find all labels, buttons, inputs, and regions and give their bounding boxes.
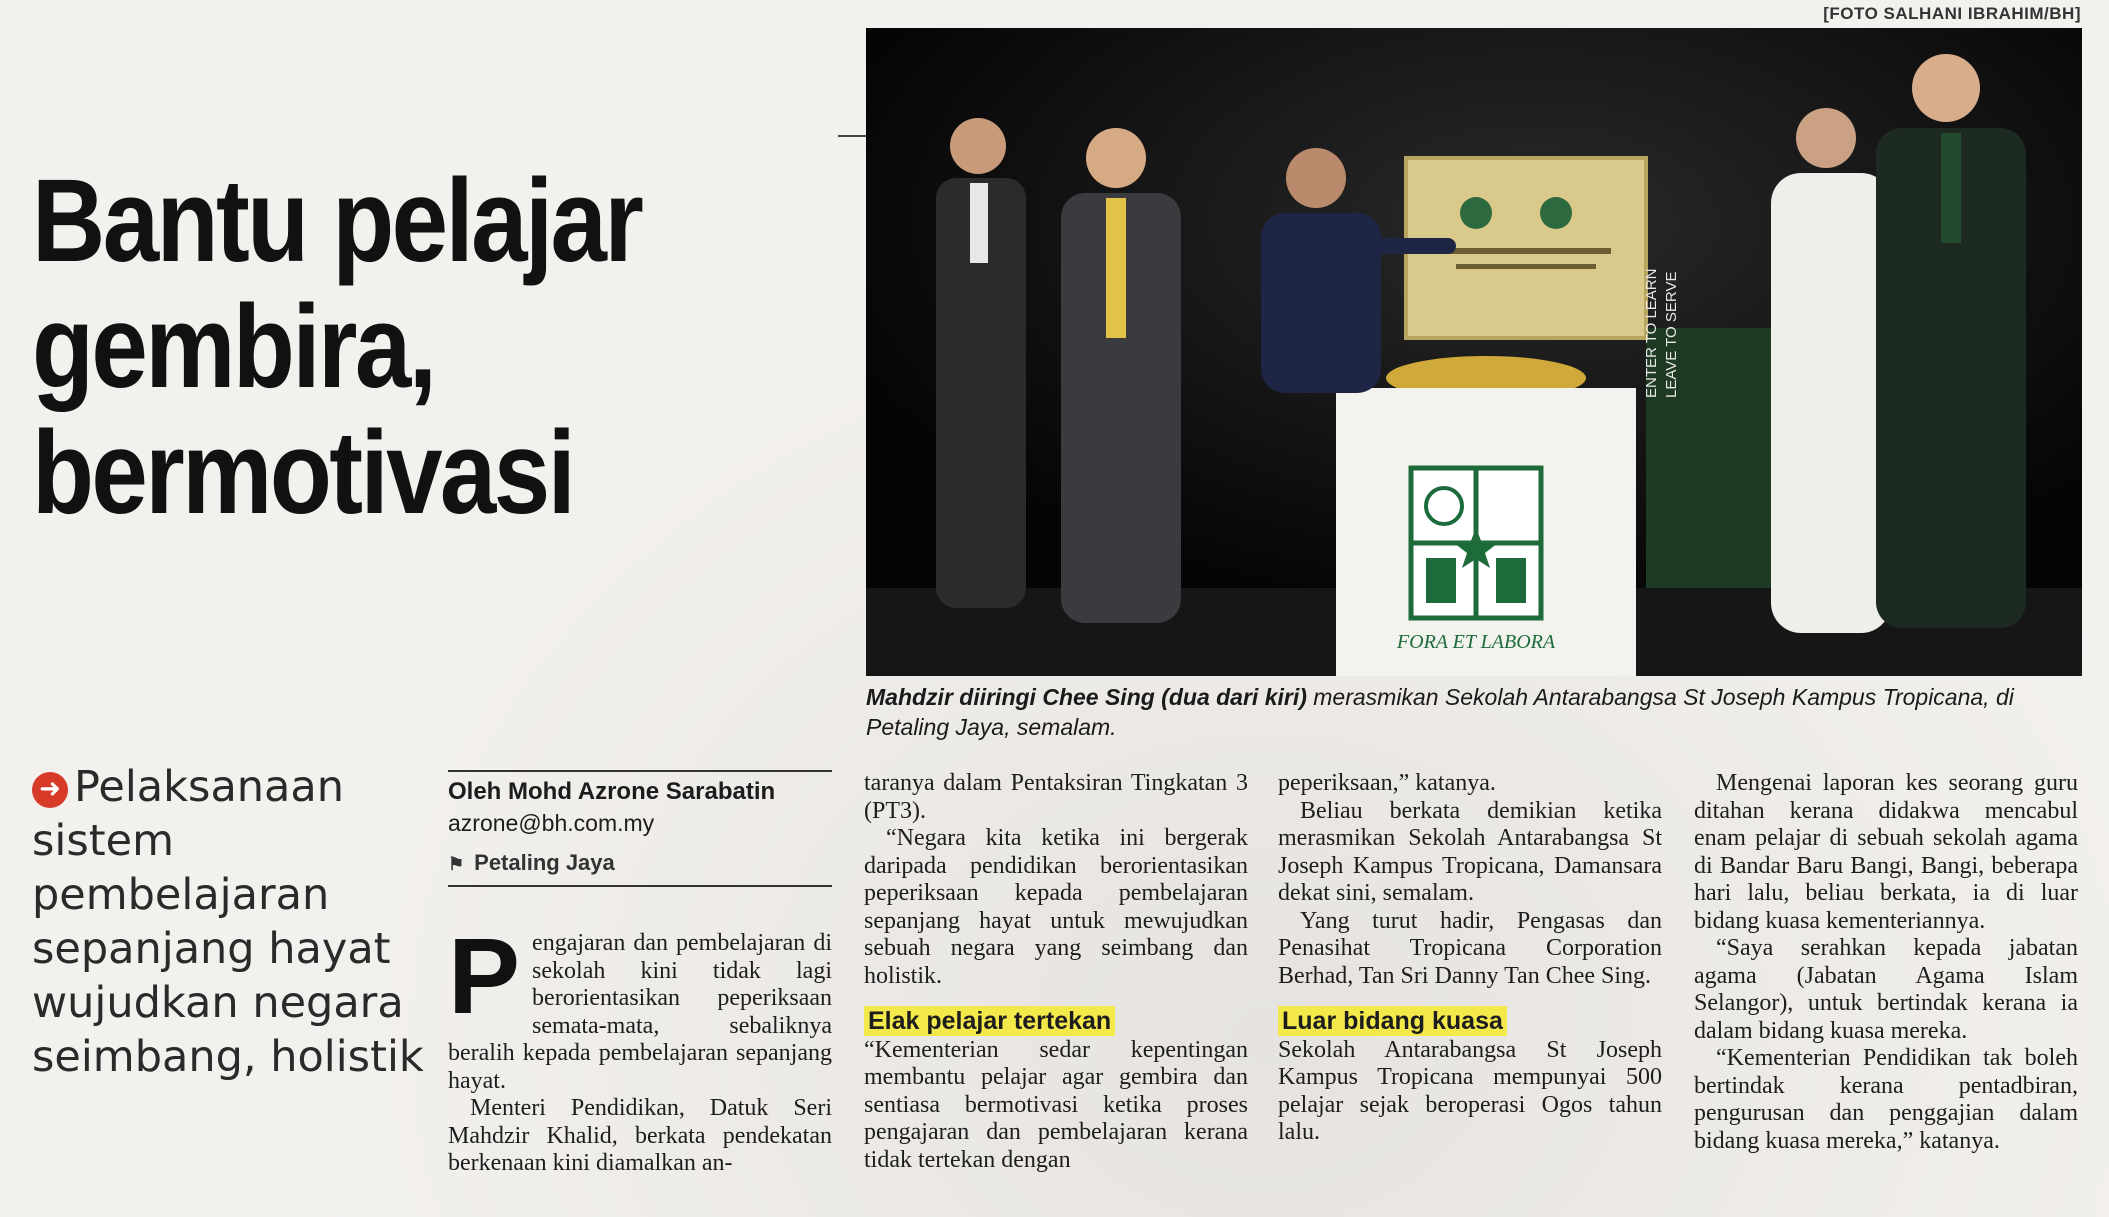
dateline (448, 848, 832, 887)
photo-credit: [FOTO SALHANI IBRAHIM/BH] (1823, 4, 2081, 23)
article-column-2 (864, 770, 1248, 1174)
subheading: Luar bidang kuasa (1278, 1006, 1507, 1036)
paragraph: Mengenai laporan kes seorang guru ditahan kerana didakwa mencabul enam pelajar di sebuah sekolah agama di Bandar Baru Bangi, Bangi, beberapa hari lalu, beliau berkata, ia di luar bidang kuasa kementeriannya. (1694, 770, 2078, 934)
paragraph: Yang turut hadir, Pengasas dan Penasihat Tropicana Corporation Berhad, Tan Sri Danny Tan Chee Sing. (1278, 907, 1662, 989)
arrow-right-icon: ➜ (32, 772, 68, 808)
pull-quote (32, 760, 432, 1084)
article-column-1 (448, 915, 832, 1178)
sign-line: LEAVE TO SERVE (1663, 271, 1680, 398)
byline (448, 770, 832, 887)
person-figure (1876, 54, 2026, 628)
caption-text: merasmikan Sekolah Antarabangsa St Joseph Kampus Tropicana, di Petaling Jaya, semalam. (866, 684, 2014, 740)
paragraph: “Saya serahkan kepada jabatan agama (Jabatan Agama Islam Selangor), untuk bertindak kerana ia dalam bidang kuasa mereka. (1694, 935, 2078, 1044)
paragraph: “Negara kita ketika ini bergerak daripada pendidikan berorientasikan peperiksaan kepada pembelajaran sepanjang hayat untuk mewujudkan sebuah negara yang seimbang dan holistik. (864, 825, 1248, 989)
subheading: Elak pelajar tertekan (864, 1006, 1115, 1036)
flag-icon: ⚑ (448, 854, 465, 874)
pull-quote-text: Pelaksanaan sistem pembelajaran sepanjang hayat wujudkan negara seimbang, holistik (32, 762, 424, 1082)
sign-line: ENTER TO LEARN (1643, 268, 1660, 398)
headline-line: gembira, (32, 281, 435, 413)
paragraph: “Kementerian sedar kepentingan membantu pelajar agar gembira dan sentiasa bermotivasi ketika proses pengajaran dan pembelajaran kerana tidak tertekan dengan (864, 1036, 1248, 1173)
photo-caption (866, 682, 2082, 742)
author-name: Oleh Mohd Azrone Sarabatin (448, 778, 776, 805)
dateline-location: Petaling Jaya (474, 850, 615, 875)
author-email: azrone@bh.com.my (448, 810, 655, 836)
paragraph: peperiksaan,” katanya. (1278, 770, 1496, 796)
school-crest-icon (1411, 468, 1541, 618)
paragraph: Sekolah Antarabangsa St Joseph Kampus Tropicana mempunyai 500 pelajar sejak beroperasi Ogos tahun lalu. (1278, 1036, 1662, 1145)
article-column-3 (1278, 770, 1662, 1147)
person-figure (1771, 108, 1891, 633)
news-photo (866, 28, 2082, 676)
caption-lead: Mahdzir diiringi Chee Sing (dua dari kiri) (866, 684, 1307, 710)
article-column-4 (1694, 770, 2078, 1155)
paragraph: Beliau berkata demikian ketika merasmikan Sekolah Antarabangsa St Joseph Kampus Tropicana, Damansara dekat sini, semalam. (1278, 797, 1662, 906)
paragraph: “Kementerian Pendidikan tak boleh bertindak kerana pentadbiran, pengurusan dan penggajian dalam bidang kuasa mereka,” katanya. (1694, 1045, 2078, 1154)
person-figure (936, 118, 1026, 608)
paragraph: taranya dalam Pentaksiran Tingkatan 3 (PT3). (864, 770, 1248, 824)
person-figure (1061, 128, 1181, 623)
headline (32, 155, 703, 539)
drop-cap: P (448, 915, 521, 1036)
paragraph (448, 915, 832, 1095)
photo-illustration (866, 28, 2082, 676)
plaque-motto: FORA ET LABORA (1396, 631, 1556, 653)
paragraph: Menteri Pendidikan, Datuk Seri Mahdzir Khalid, berkata pendekatan berkenaan kini diamalkan an- (448, 1095, 832, 1176)
paragraph-text: engajaran dan pembelajaran di sekolah kini tidak lagi berorientasikan peperiksaan semata-mata, sebaliknya beralih kepada pembelajaran sepanjang hayat. (448, 930, 832, 1094)
headline-line: Bantu pelajar (32, 155, 642, 287)
divider-rule (838, 135, 868, 137)
headline-line: bermotivasi (32, 407, 574, 539)
